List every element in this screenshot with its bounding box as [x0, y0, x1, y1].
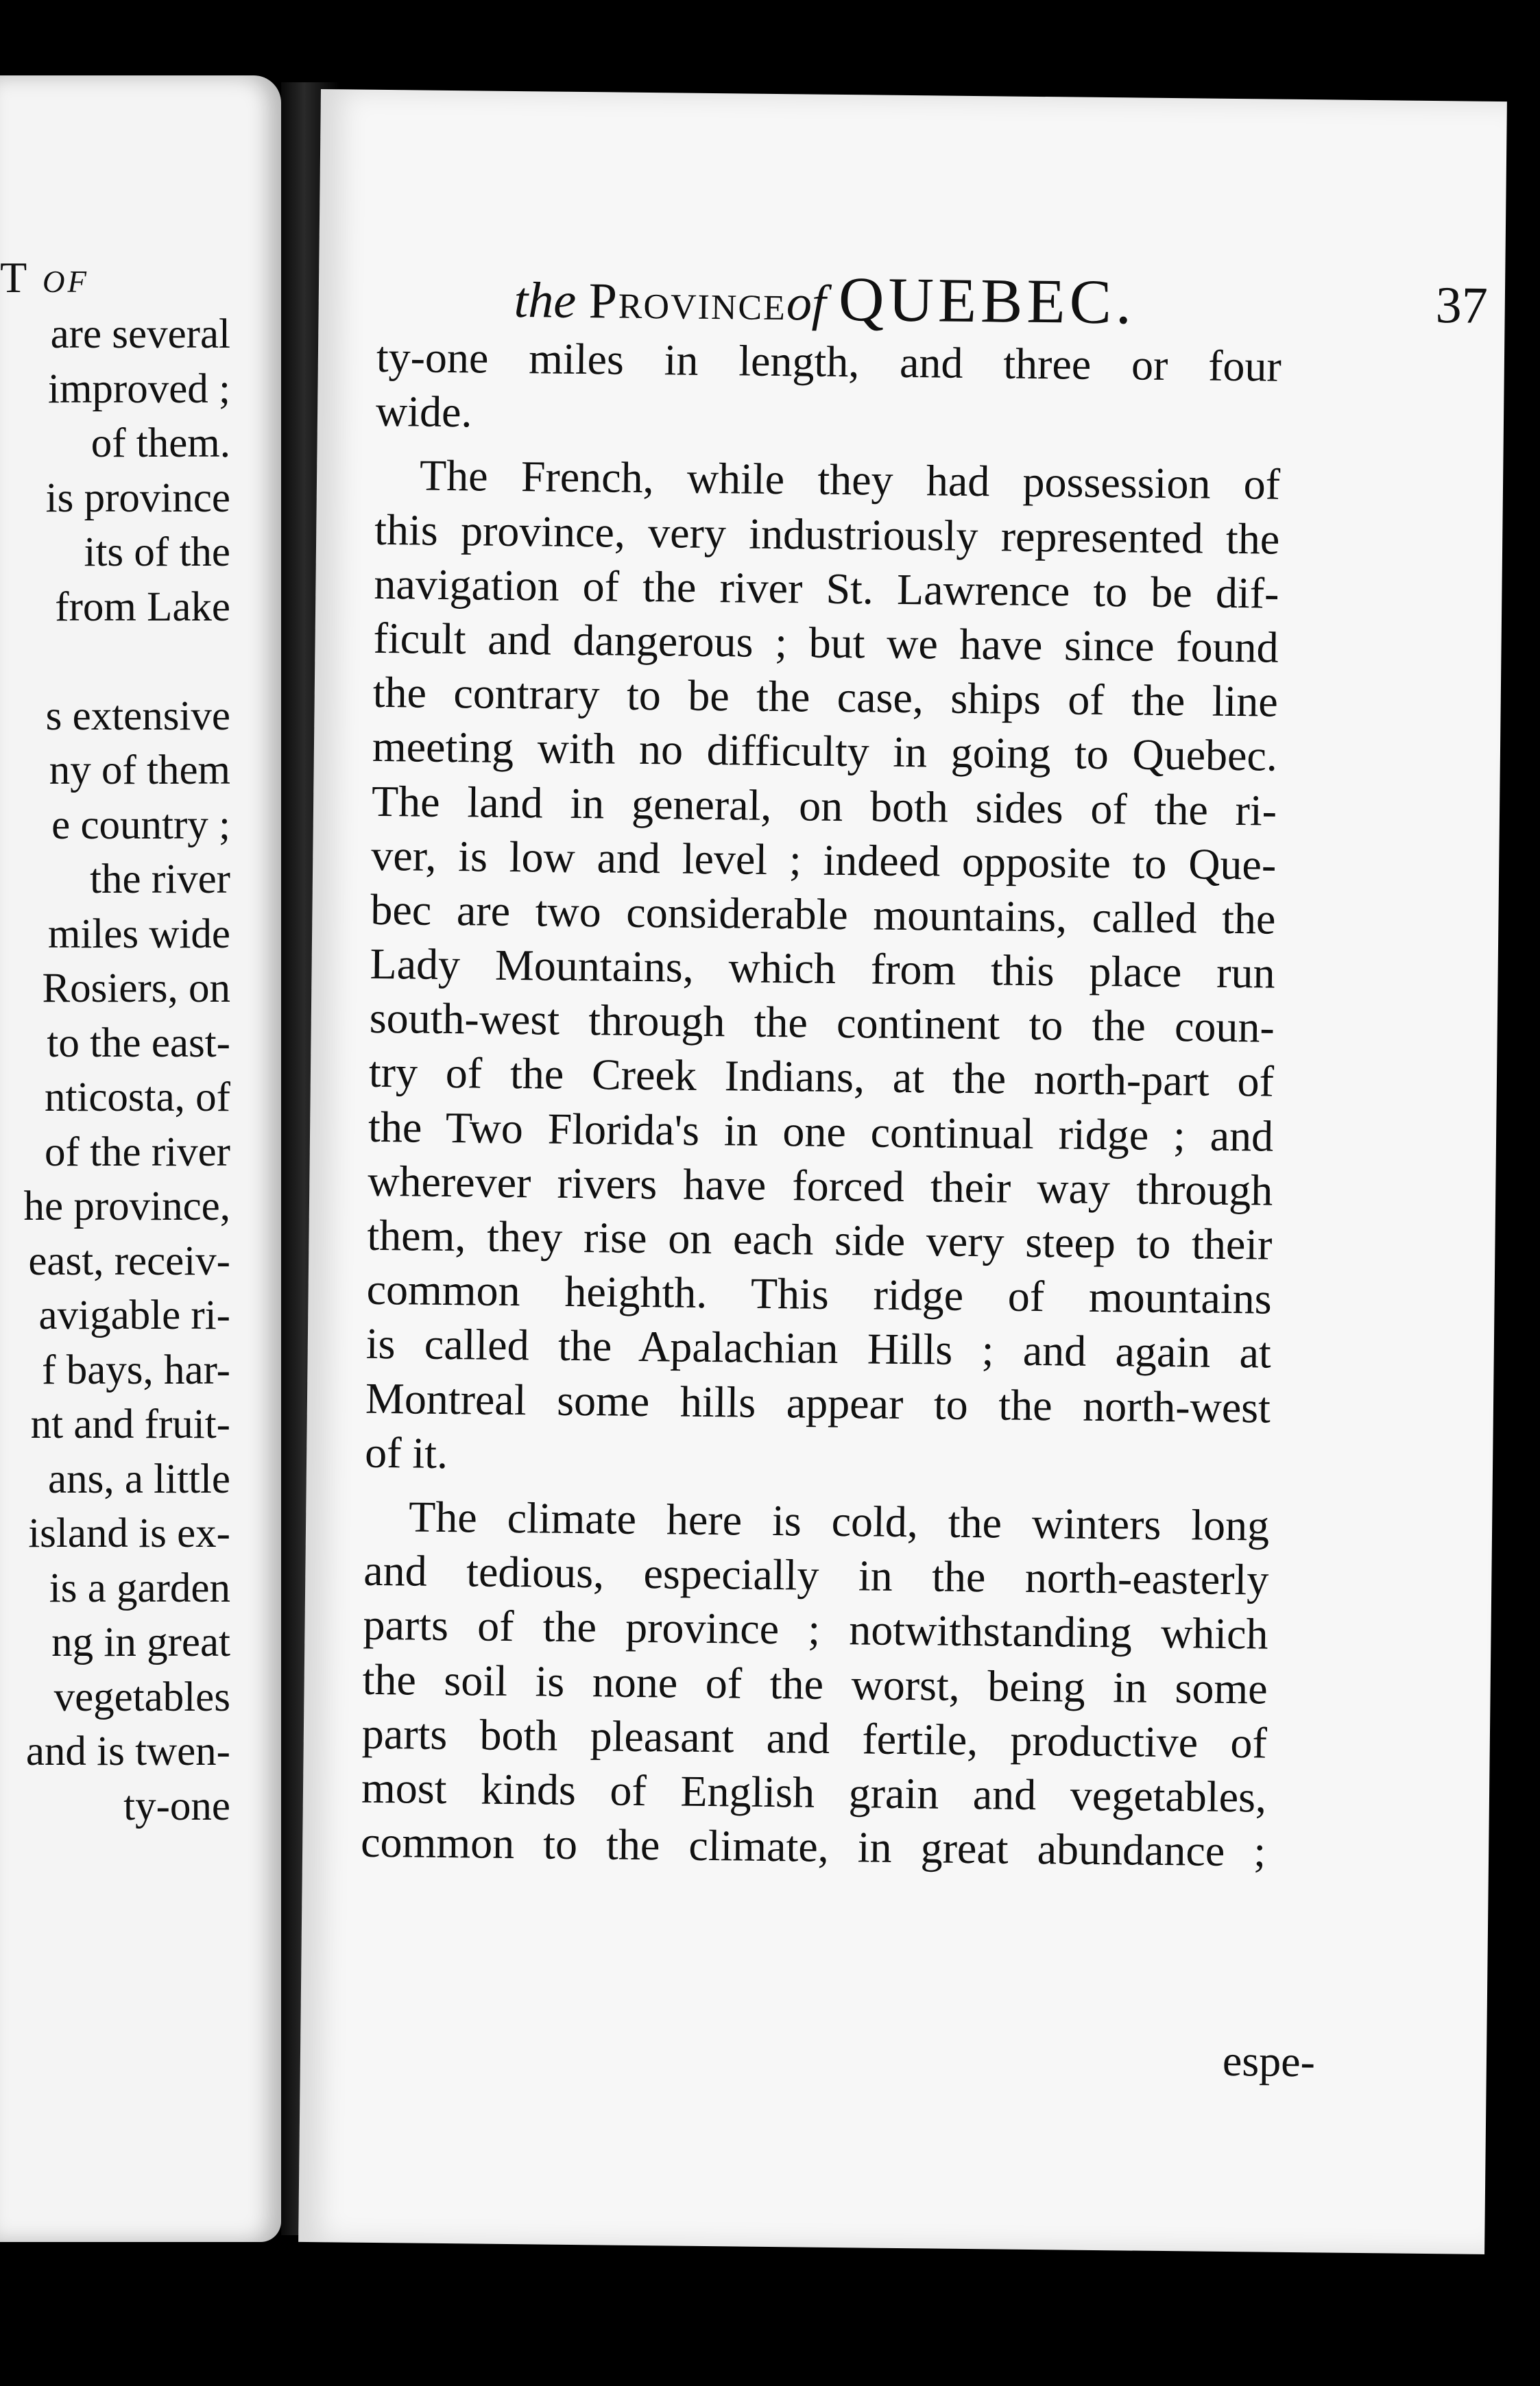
left-running-head-letters: T	[0, 253, 29, 302]
left-page-line: ny of them	[49, 747, 230, 793]
body-line: wherever rivers have forced their way through	[367, 1156, 1273, 1215]
left-page-line: of them.	[91, 420, 230, 466]
left-page-line: is province	[45, 474, 230, 521]
body-line: ficult and dangerous ; but we have since found	[373, 613, 1279, 672]
body-line: ty-one miles in length, and three or four	[376, 332, 1282, 391]
left-page-line: miles wide	[48, 911, 230, 957]
left-page-line: the river	[90, 856, 230, 902]
left-page-blank-line	[24, 634, 231, 689]
left-page-line: e country ;	[51, 802, 230, 848]
left-page-line: to the east-	[47, 1020, 230, 1066]
left-page-fragment	[0, 75, 281, 2242]
body-line: south-west through the continent to the coun-	[369, 993, 1275, 1052]
left-page-line: island is ex-	[28, 1510, 230, 1556]
left-page-line: nticosta, of	[44, 1074, 230, 1120]
left-page-text	[24, 307, 231, 1833]
left-running-head-of: of	[43, 253, 89, 302]
left-page-line: Rosiers, on	[42, 965, 230, 1011]
running-head-province: Province	[588, 273, 787, 332]
left-page-line: vegetables	[53, 1674, 230, 1720]
body-line: the Two Florida's in one continual ridge ; and	[368, 1102, 1274, 1161]
left-page-line: are several	[50, 311, 230, 357]
body-line: and tedious, especially in the north-easterly	[363, 1545, 1269, 1604]
left-page-line: of the river	[45, 1129, 230, 1175]
left-page-line: f bays, har-	[42, 1347, 230, 1393]
body-line: navigation of the river St. Lawrence to be dif-	[374, 559, 1279, 618]
left-page-line: ty-one	[123, 1783, 230, 1829]
body-line: The land in general, on both sides of the ri-	[371, 776, 1277, 835]
body-line: bec are two considerable mountains, called the	[370, 884, 1276, 943]
body-line: try of the Creek Indians, at the north-part of	[368, 1048, 1275, 1107]
body-line: The French, while they had possession of	[419, 450, 1281, 509]
body-line: this province, very industriously represented the	[374, 505, 1280, 564]
body-line: wide.	[375, 387, 472, 437]
running-head-of: of	[786, 275, 826, 332]
left-page-line: nt and fruit-	[30, 1401, 230, 1447]
body-line: meeting with no difficulty in going to Quebec.	[372, 722, 1278, 780]
left-page-line: ng in great	[51, 1619, 230, 1665]
left-page-line: and is twen-	[25, 1728, 230, 1774]
body-line: parts of the province ; notwithstanding which	[363, 1600, 1268, 1659]
left-page-line: from Lake	[55, 583, 230, 630]
body-line: parts both pleasant and fertile, productive of	[361, 1709, 1268, 1768]
left-page-line: its of the	[84, 529, 230, 575]
body-line: common heighth. This ridge of mountains	[366, 1264, 1272, 1323]
body-line: Montreal some hills appear to the north-west	[365, 1373, 1271, 1432]
running-head-the: the	[514, 272, 577, 329]
body-line: the soil is none of the worst, being in some	[362, 1654, 1268, 1713]
left-page-line: is a garden	[49, 1565, 230, 1611]
body-line: most kinds of English grain and vegetables,	[361, 1763, 1267, 1822]
body-text	[361, 330, 1282, 1879]
body-line: of it.	[364, 1427, 448, 1478]
catchword: espe-	[1222, 2036, 1316, 2086]
body-line: The climate here is cold, the winters long	[408, 1492, 1270, 1550]
left-page-line: avigable ri-	[38, 1292, 230, 1338]
left-page-line: he province,	[23, 1183, 230, 1229]
body-line: ver, is low and level ; indeed opposite to Que-	[370, 830, 1277, 889]
left-page-line: s extensive	[45, 692, 230, 739]
body-line: is called the Apalachian Hills ; and again at	[365, 1319, 1272, 1377]
running-head-place: QUEBEC.	[838, 263, 1136, 337]
left-running-head	[0, 252, 89, 303]
left-page-line: east, receiv-	[28, 1238, 230, 1284]
right-page	[298, 89, 1507, 2254]
page-number: 37	[1435, 276, 1489, 335]
body-line: common to the climate, in great abundance ;	[360, 1817, 1266, 1876]
running-head	[514, 259, 1488, 342]
body-line: them, they rise on each side very steep to their	[367, 1210, 1273, 1269]
left-page-line: ans, a little	[48, 1456, 230, 1502]
left-page-line: improved ;	[48, 365, 230, 412]
body-line: Lady Mountains, which from this place run	[370, 939, 1275, 998]
body-line: the contrary to be the case, ships of the line	[372, 667, 1279, 726]
